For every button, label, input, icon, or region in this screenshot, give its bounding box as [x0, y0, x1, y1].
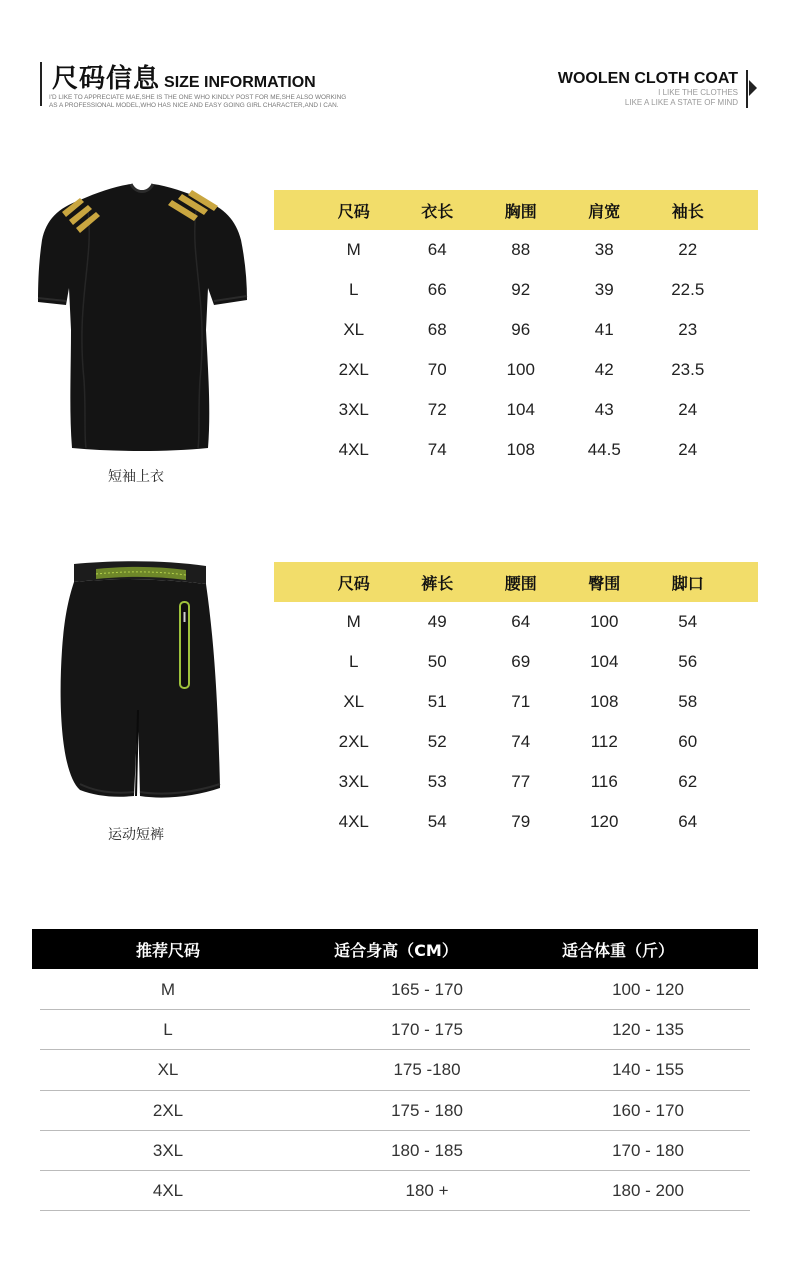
page-title-cn: 尺码信息 [52, 64, 161, 94]
table-row [274, 230, 758, 270]
table-row [40, 1010, 750, 1050]
table-cell: L [349, 280, 359, 299]
table-cell: 58 [678, 692, 698, 711]
shorts-header-hip: 臀围 [588, 573, 621, 593]
table-cell: 140 - 155 [612, 1060, 684, 1080]
table-row [274, 762, 758, 802]
table-cell: 108 [590, 692, 619, 711]
tshirt-header-chest: 胸围 [504, 201, 537, 221]
table-cell: 170 - 180 [612, 1140, 684, 1160]
table-cell: 160 - 170 [612, 1100, 684, 1120]
table-cell: 77 [511, 772, 531, 791]
table-cell: 2XL [152, 1100, 184, 1120]
table-cell: 42 [594, 360, 614, 379]
tshirt-header-length: 衣长 [421, 201, 454, 221]
header-right-bar [746, 70, 748, 108]
table-cell: 70 [427, 360, 447, 379]
table-cell: 3XL [338, 772, 369, 791]
shorts-header-length: 裤长 [421, 573, 454, 593]
table-cell: 66 [427, 280, 447, 299]
table-row [40, 1171, 750, 1211]
header-right-title: WOOLEN CLOTH COAT [557, 70, 738, 87]
table-cell: 3XL [338, 400, 369, 419]
table-row [40, 970, 750, 1010]
tshirt-header-size: 尺码 [337, 201, 370, 221]
table-cell: 170 - 175 [391, 1020, 463, 1040]
table-cell: 72 [427, 400, 447, 419]
tshirt-image [36, 180, 250, 455]
table-cell: 116 [590, 772, 618, 791]
header-right-block [558, 70, 738, 108]
header-arrow-icon [749, 80, 757, 96]
table-cell: 54 [678, 612, 698, 631]
table-cell: 4XL [338, 812, 369, 831]
table-cell: 74 [427, 440, 447, 459]
shorts-caption: 运动短裤 [108, 827, 164, 843]
table-cell: 24 [678, 440, 698, 459]
table-cell: 88 [511, 240, 531, 259]
table-cell: 22 [678, 240, 698, 259]
table-cell: 108 [506, 440, 535, 459]
table-cell: 79 [511, 812, 531, 831]
recommendation-table-header [32, 929, 758, 969]
tshirt-size-table [274, 190, 758, 470]
table-cell: 68 [427, 320, 447, 339]
table-row [274, 682, 758, 722]
table-cell: 44.5 [587, 440, 621, 459]
table-cell: 120 [590, 812, 619, 831]
table-cell: 74 [511, 732, 531, 751]
header-right-sub-2: LIKE A LIKE A STATE OF MIND [624, 98, 738, 107]
table-cell: 71 [511, 692, 531, 711]
table-row [40, 1131, 750, 1171]
table-cell: 60 [678, 732, 698, 751]
table-cell: 3XL [152, 1140, 184, 1160]
table-row [274, 430, 758, 470]
table-cell: L [163, 1020, 173, 1040]
header-left-bar [40, 62, 42, 106]
tshirt-table-header [274, 190, 758, 230]
rec-header-height: 适合身高（CM） [334, 940, 458, 960]
table-row [40, 1091, 750, 1131]
table-cell: 100 [506, 360, 535, 379]
table-cell: 100 [590, 612, 619, 631]
table-cell: 2XL [338, 360, 369, 379]
table-cell: XL [343, 320, 365, 339]
table-cell: 22.5 [671, 280, 705, 299]
table-cell: 165 - 170 [391, 980, 463, 999]
table-row [274, 802, 758, 842]
table-row [274, 350, 758, 390]
table-cell: 64 [511, 612, 531, 631]
table-cell: 104 [506, 400, 535, 419]
page-title-en: SIZE INFORMATION [164, 74, 316, 91]
table-cell: 180 - 200 [612, 1180, 684, 1200]
table-cell: 92 [511, 280, 531, 299]
table-cell: 180 - 185 [391, 1140, 463, 1160]
page-subtitle-line-1: I'D LIKE TO APPRECIATE MAE,SHE IS THE ONE WHO KINDLY POST FOR ME,SHE ALSO WORKING [49, 94, 347, 101]
shorts-header-size: 尺码 [337, 573, 370, 593]
table-cell: 62 [678, 772, 698, 791]
table-row [274, 270, 758, 310]
table-cell: 4XL [338, 440, 369, 459]
shorts-header-leg-opening: 脚口 [671, 573, 704, 593]
table-cell: 175 - 180 [391, 1100, 463, 1120]
table-cell: 39 [594, 280, 614, 299]
tshirt-caption: 短袖上衣 [108, 469, 164, 485]
tshirt-header-shoulder: 肩宽 [588, 201, 621, 221]
table-cell: 2XL [338, 732, 369, 751]
table-row [274, 602, 758, 642]
shorts-size-table [274, 562, 758, 842]
table-row [274, 310, 758, 350]
table-cell: 53 [427, 772, 447, 791]
table-cell: M [160, 980, 176, 999]
table-cell: 64 [678, 812, 698, 831]
rec-header-weight: 适合体重（斤） [561, 940, 674, 960]
rec-header-size: 推荐尺码 [135, 940, 200, 960]
table-row [40, 1050, 750, 1090]
table-cell: M [346, 612, 361, 631]
table-cell: 175 -180 [393, 1060, 461, 1080]
header-right-sub-1: I LIKE THE CLOTHES [658, 88, 738, 97]
recommendation-table [40, 970, 750, 1211]
table-cell: 38 [594, 240, 614, 259]
page-title [52, 58, 316, 95]
table-row [274, 722, 758, 762]
table-cell: XL [157, 1060, 179, 1080]
table-row [274, 642, 758, 682]
table-cell: 104 [590, 652, 619, 671]
table-cell: M [346, 240, 361, 259]
table-cell: 41 [594, 320, 614, 339]
table-cell: 50 [427, 652, 447, 671]
table-cell: 49 [427, 612, 447, 631]
table-cell: 54 [427, 812, 447, 831]
table-cell: 100 - 120 [612, 980, 684, 999]
table-cell: 43 [594, 400, 614, 419]
table-cell: 51 [427, 692, 447, 711]
tshirt-header-sleeve: 袖长 [671, 201, 704, 221]
shorts-header-waist: 腰围 [504, 573, 537, 593]
table-cell: 23 [678, 320, 698, 339]
table-cell: L [349, 652, 359, 671]
shorts-table-header [274, 562, 758, 602]
table-cell: 180 + [405, 1180, 449, 1200]
table-cell: 24 [678, 400, 698, 419]
page-subtitle-line-2: AS A PROFESSIONAL MODEL,WHO HAS NICE AND EASY GOING GIRL CHARACTER,AND I CAN. [49, 102, 339, 109]
table-cell: 4XL [152, 1180, 184, 1200]
table-cell: 96 [511, 320, 531, 339]
shorts-image [56, 560, 228, 806]
table-cell: 69 [511, 652, 531, 671]
table-cell: 56 [678, 652, 698, 671]
table-row [274, 390, 758, 430]
table-cell: 64 [427, 240, 447, 259]
table-cell: 120 - 135 [612, 1020, 684, 1040]
page-subtitle [49, 94, 346, 110]
table-cell: 23.5 [671, 360, 705, 379]
table-cell: XL [343, 692, 365, 711]
table-cell: 112 [590, 732, 618, 751]
table-cell: 52 [427, 732, 447, 751]
